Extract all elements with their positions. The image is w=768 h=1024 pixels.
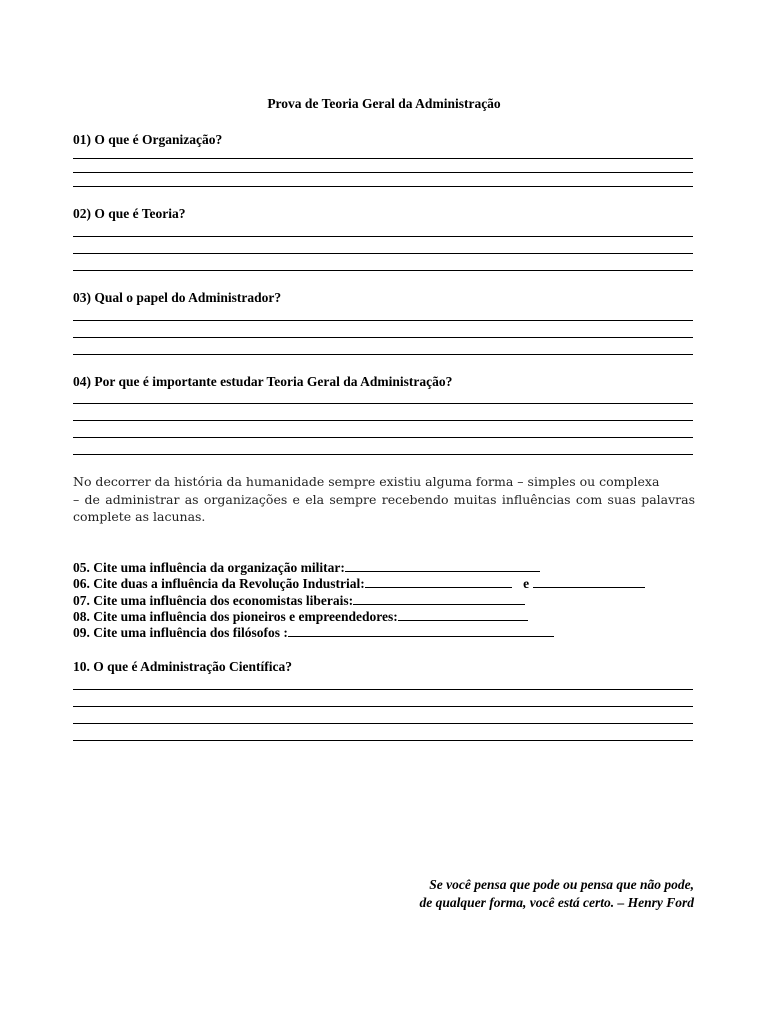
answer-line <box>73 403 693 404</box>
blank-field[interactable] <box>353 592 525 605</box>
intro-line: – de administrar as organizações e ela sempre recebendo muitas influências com suas palavras <box>73 491 695 507</box>
question-4: 04) Por que é importante estudar Teoria Geral da Administração? <box>73 374 453 389</box>
intro-line: complete as lacunas. <box>73 509 206 524</box>
answer-line <box>73 723 693 724</box>
answer-line <box>73 420 693 421</box>
answer-line <box>73 236 693 237</box>
question-7 <box>73 592 525 609</box>
answer-line <box>73 186 693 187</box>
question-9 <box>73 624 554 641</box>
question-6 <box>73 575 645 592</box>
blank-field[interactable] <box>365 575 512 588</box>
answer-line <box>73 454 693 455</box>
answer-line <box>73 337 693 338</box>
blank-field[interactable] <box>345 559 540 572</box>
intro-line: No decorrer da história da humanidade sempre existiu alguma forma – simples ou complexa <box>73 474 660 489</box>
closing-quote <box>420 876 694 912</box>
question-5-text: 05. Cite uma influência da organização militar: <box>73 560 345 575</box>
answer-line <box>73 437 693 438</box>
blank-field[interactable] <box>533 575 645 588</box>
answer-line <box>73 158 693 159</box>
question-2: 02) O que é Teoria? <box>73 206 186 221</box>
answer-line <box>73 706 693 707</box>
blank-field[interactable] <box>398 608 528 621</box>
quote-line: Se você pensa que pode ou pensa que não pode, <box>429 877 694 892</box>
answer-line <box>73 270 693 271</box>
question-3: 03) Qual o papel do Administrador? <box>73 290 282 305</box>
answer-line <box>73 354 693 355</box>
answer-line <box>73 689 693 690</box>
quote-line: de qualquer forma, você está certo. – Henry Ford <box>419 895 694 910</box>
question-1: 01) O que é Organização? <box>73 132 223 147</box>
question-10: 10. O que é Administração Científica? <box>73 659 292 674</box>
answer-line <box>73 253 693 254</box>
question-8-text: 08. Cite uma influência dos pioneiros e empreendedores: <box>73 609 398 624</box>
blank-field[interactable] <box>288 624 554 637</box>
question-6-text: 06. Cite duas a influência da Revolução Industrial: <box>73 576 365 591</box>
answer-line <box>73 740 693 741</box>
question-5 <box>73 559 540 576</box>
question-7-text: 07. Cite uma influência dos economistas liberais: <box>73 593 354 608</box>
answer-line <box>73 172 693 173</box>
question-6-and: e <box>523 576 530 591</box>
question-8 <box>73 608 528 625</box>
page-title: Prova de Teoria Geral da Administração <box>267 96 501 111</box>
answer-line <box>73 320 693 321</box>
question-9-text: 09. Cite uma influência dos filósofos : <box>73 625 288 640</box>
intro-paragraph <box>73 473 695 526</box>
